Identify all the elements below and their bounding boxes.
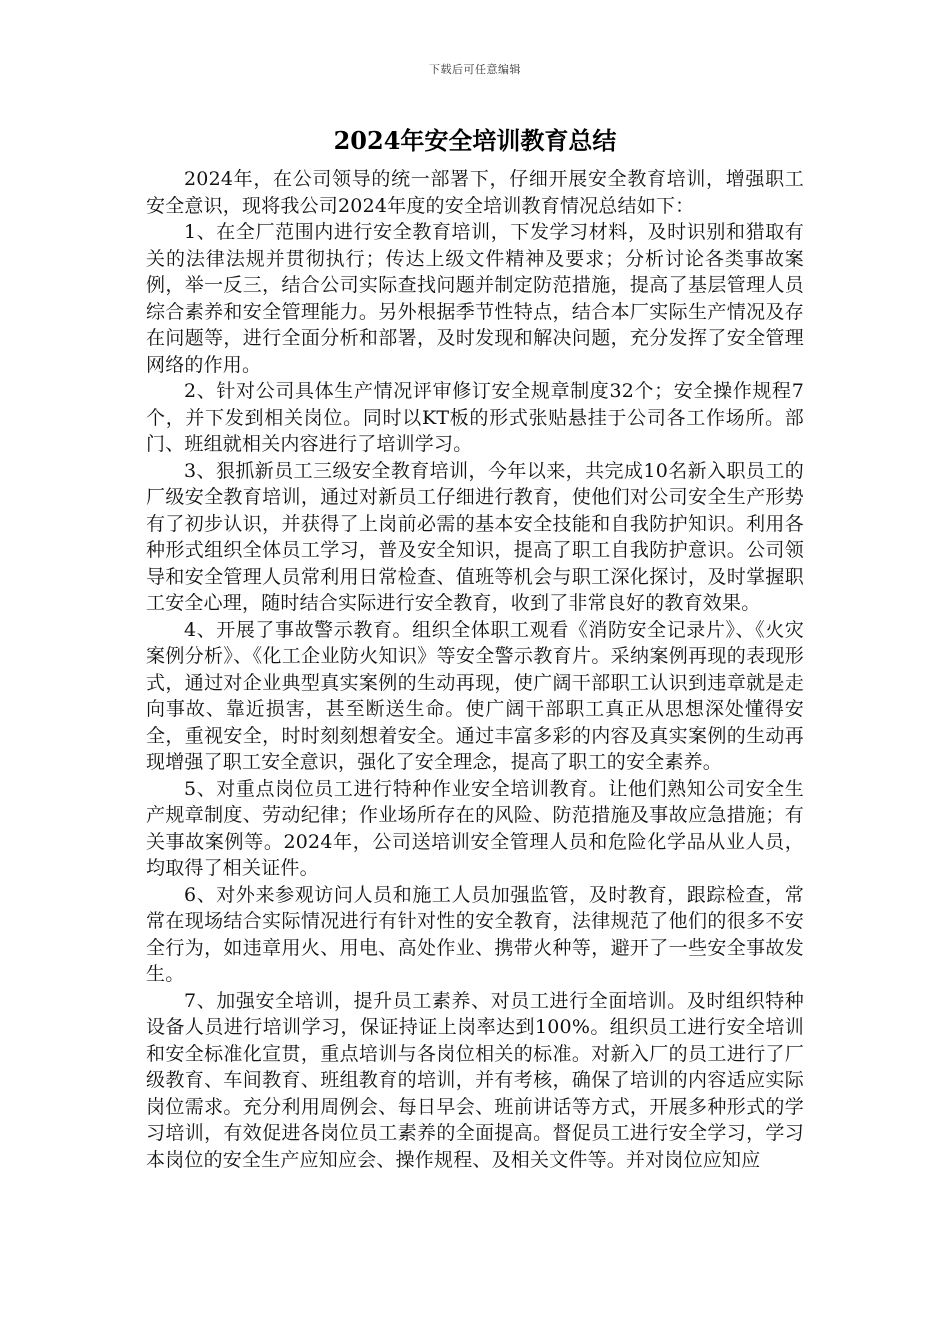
header-note: 下载后可任意编辑 <box>429 63 521 76</box>
paragraph-item-1: 1、在全厂范围内进行安全教育培训，下发学习材料，及时识别和猎取有关的法律法规并贯彻执行；传达上级文件精神及要求；分析讨论各类事故案例，举一反三，结合公司实际查找问题并制定防范措施，提高了基层管理人员综合素养和安全管理能力。另外根据季节性特点，结合本厂实际生产情况及存在问题等，进行全面分析和部署，及时发现和解决问题，充分发挥了安全管理网络的作用。 <box>146 221 804 376</box>
paragraph-intro: 2024年，在公司领导的统一部署下，仔细开展安全教育培训，增强职工安全意识，现将我公司2024年度的安全培训教育情况总结如下： <box>146 168 804 217</box>
paragraph-item-4: 4、开展了事故警示教育。组织全体职工观看《消防安全记录片》、《火灾案例分析》、《化工企业防火知识》等安全警示教育片。采纳案例再现的表现形式，通过对企业典型真实案例的生动再现，使广阔干部职工认识到违章就是走向事故、靠近损害，甚至断送生命。使广阔干部职工真正从思想深处懂得安全，重视安全，时时刻刻想着安全。通过丰富多彩的内容及真实案例的生动再现增强了职工安全意识，强化了安全理念，提高了职工的安全素养。 <box>146 618 804 773</box>
document-body <box>146 166 804 1173</box>
paragraph-item-6: 6、对外来参观访问人员和施工人员加强监管，及时教育，跟踪检查，常常在现场结合实际情况进行有针对性的安全教育，法律规范了他们的很多不安全行为，如违章用火、用电、高处作业、携带火种等，避开了一些安全事故发生。 <box>146 883 804 985</box>
paragraph-item-2: 2、针对公司具体生产情况评审修订安全规章制度32个；安全操作规程7个，并下发到相关岗位。同时以KT板的形式张贴悬挂于公司各工作场所。部门、班组就相关内容进行了培训学习。 <box>146 380 804 455</box>
paragraph-item-3: 3、狠抓新员工三级安全教育培训，今年以来，共完成10名新入职员工的厂级安全教育培训，通过对新员工仔细进行教育，使他们对公司安全生产形势有了初步认识，并获得了上岗前必需的基本安全技能和自我防护知识。利用各种形式组织全体员工学习，普及安全知识，提高了职工自我防护意识。公司领导和安全管理人员常利用日常检查、值班等机会与职工深化探讨，及时掌握职工安全心理，随时结合实际进行安全教育，收到了非常良好的教育效果。 <box>146 459 804 614</box>
paragraph-item-5: 5、对重点岗位员工进行特种作业安全培训教育。让他们熟知公司安全生产规章制度、劳动纪律；作业场所存在的风险、防范措施及事故应急措施；有关事故案例等。2024年，公司送培训安全管理人员和危险化学品从业人员，均取得了相关证件。 <box>146 777 804 879</box>
paragraph-item-7: 7、加强安全培训，提升员工素养、对员工进行全面培训。及时组织特种设备人员进行培训学习，保证持证上岗率达到100%。组织员工进行安全培训和安全标准化宣贯，重点培训与各岗位相关的标准。对新入厂的员工进行了厂级教育、车间教育、班组教育的培训，并有考核，确保了培训的内容适应实际岗位需求。充分利用周例会、每日早会、班前讲话等方式，开展多种形式的学习培训，有效促进各岗位员工素养的全面提高。督促员工进行安全学习，学习本岗位的安全生产应知应会、操作规程、及相关文件等。并对岗位应知应 <box>146 989 804 1171</box>
document-title: 2024年安全培训教育总结 <box>333 126 617 155</box>
